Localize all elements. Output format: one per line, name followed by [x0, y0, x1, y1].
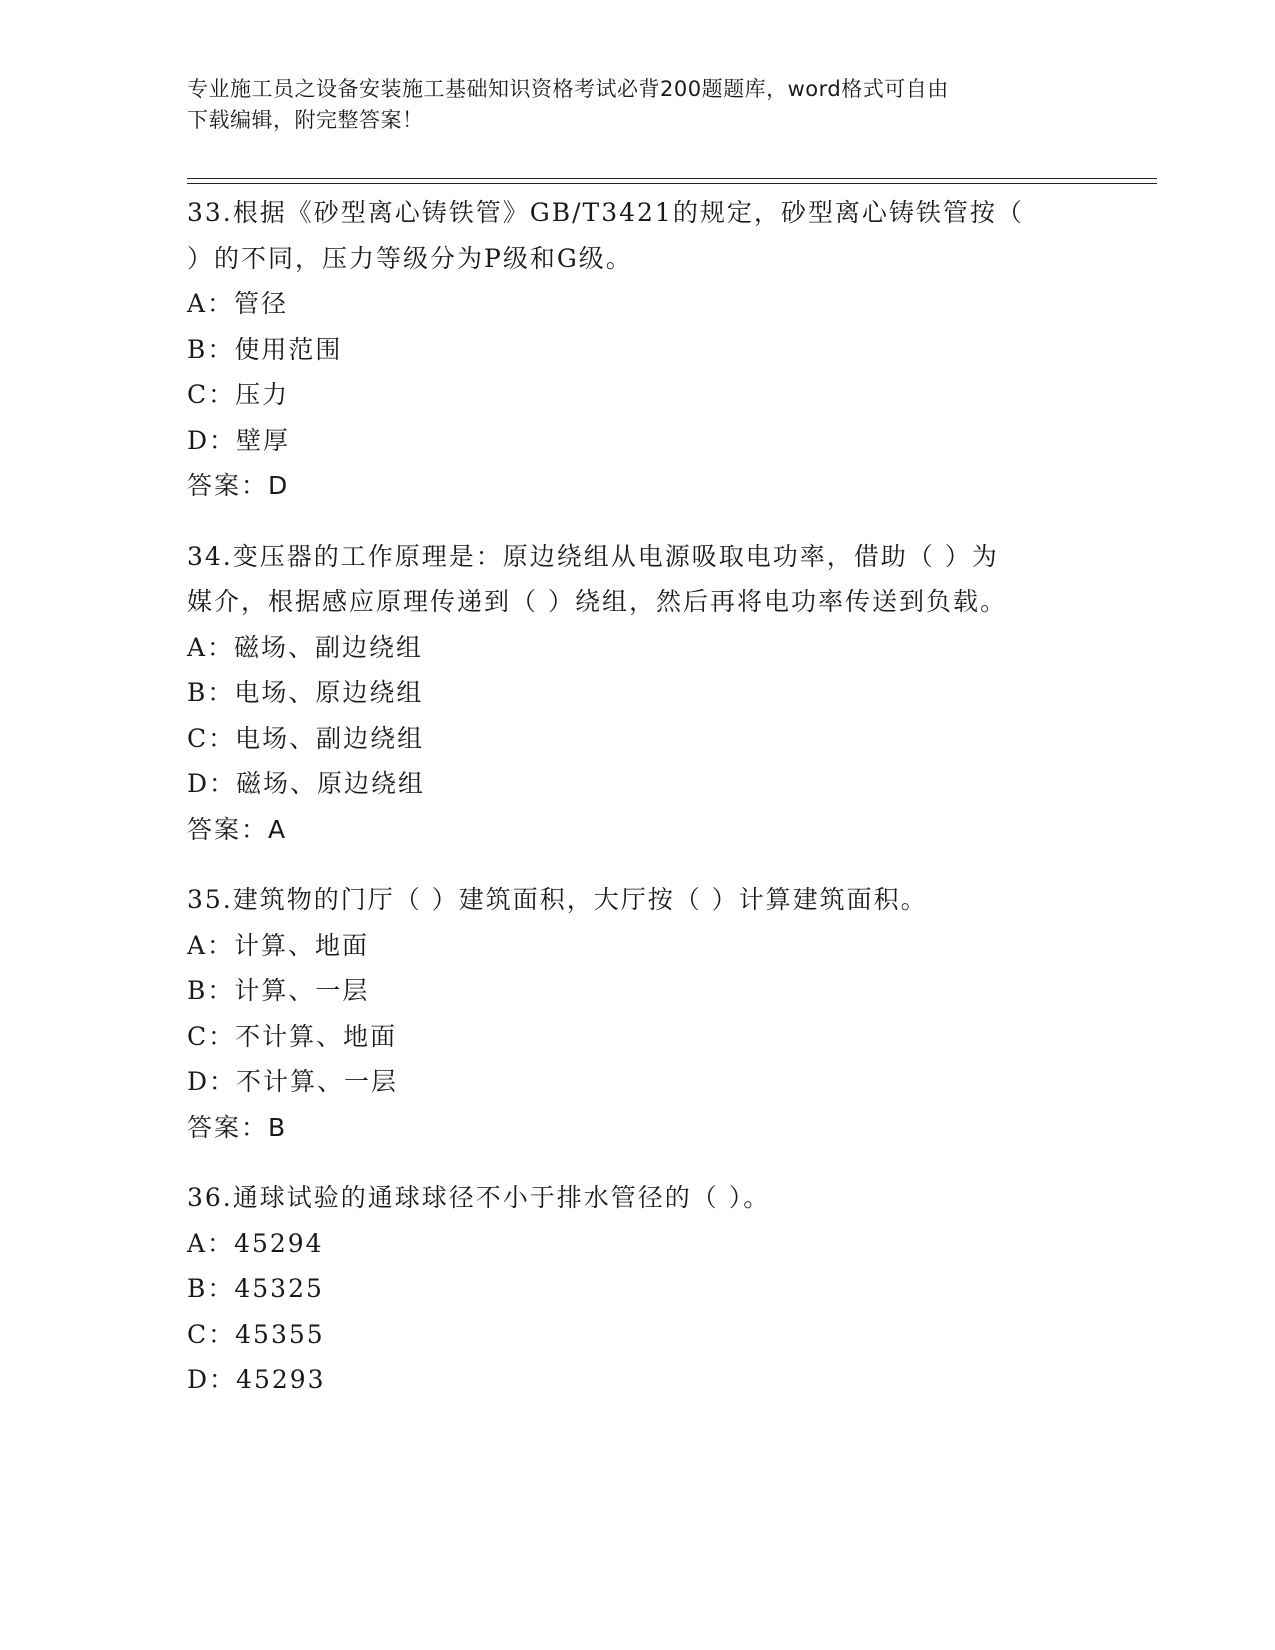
answer-line: 答案：A — [187, 814, 288, 844]
question-stem: 33.根据《砂型离心铸铁管》GB/T3421的规定，砂型离心铸铁管按（ — [187, 198, 1024, 227]
answer-line: 答案：D — [187, 471, 290, 500]
header-divider-top — [187, 178, 1157, 179]
option-d: D：磁场、原边绕组 — [187, 769, 426, 798]
document-header — [187, 74, 1087, 136]
question-stem-continued: ）的不同，压力等级分为P级和G级。 — [187, 243, 633, 273]
option-c: C：不计算、地面 — [187, 1021, 398, 1051]
question-stem: 36.通球试验的通球球径不小于排水管径的（ ）。 — [187, 1183, 771, 1212]
question-stem: 34.变压器的工作原理是：原边绕组从电源吸取电功率，借助（ ）为 — [187, 541, 999, 571]
option-a: A：45294 — [187, 1228, 324, 1258]
header-line-1: 专业施工员之设备安装施工基础知识资格考试必背200题题库，word格式可自由 — [187, 77, 949, 101]
header-divider-bottom — [187, 183, 1157, 184]
answer-line: 答案：B — [187, 1112, 288, 1142]
question-list — [187, 190, 1087, 1428]
question-36 — [187, 1175, 1087, 1403]
option-d: D：不计算、一层 — [187, 1067, 399, 1096]
option-c: C：电场、副边绕组 — [187, 723, 425, 753]
question-34 — [187, 534, 1087, 853]
option-c: C：45355 — [187, 1319, 325, 1349]
question-stem: 35.建筑物的门厅（ ）建筑面积，大厅按（ ）计算建筑面积。 — [187, 885, 928, 914]
question-33 — [187, 190, 1087, 509]
header-line-2: 下载编辑，附完整答案！ — [187, 108, 424, 132]
question-stem-continued: 媒介，根据感应原理传递到（ ）绕组，然后再将电功率传送到负载。 — [187, 587, 1007, 616]
option-b: B：45325 — [187, 1274, 324, 1303]
option-d: D：壁厚 — [187, 425, 291, 455]
option-c: C：压力 — [187, 380, 290, 409]
option-a: A：管径 — [187, 289, 289, 318]
option-b: B：使用范围 — [187, 334, 343, 364]
option-b: B：计算、一层 — [187, 976, 370, 1005]
option-b: B：电场、原边绕组 — [187, 678, 424, 707]
option-a: A：磁场、副边绕组 — [187, 632, 424, 662]
option-a: A：计算、地面 — [187, 930, 370, 960]
question-35 — [187, 877, 1087, 1150]
option-d: D：45293 — [187, 1365, 326, 1394]
